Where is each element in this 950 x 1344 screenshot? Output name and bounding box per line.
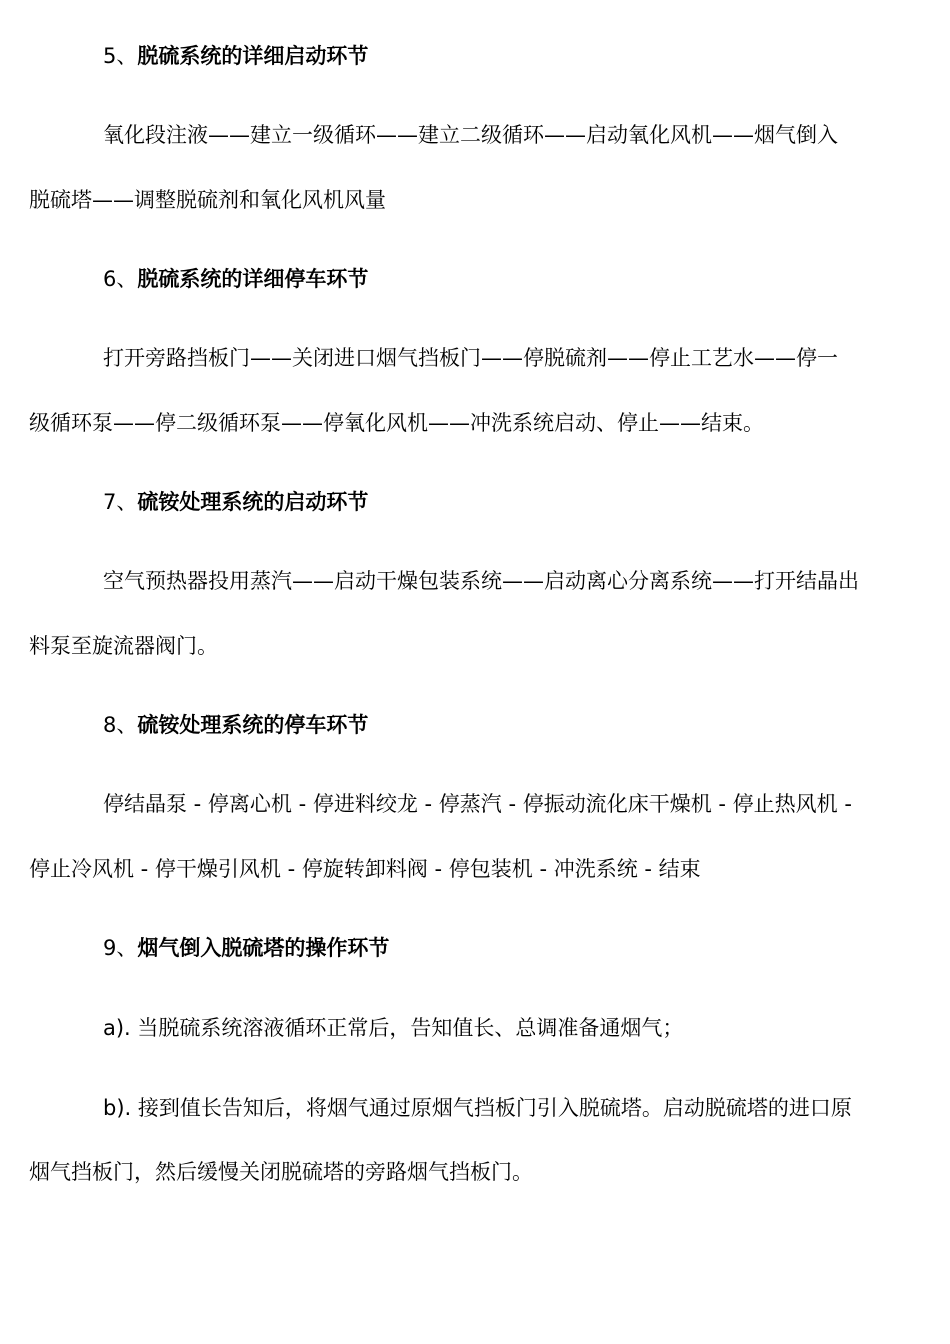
section-6-line-2: 级循环泵——停二级循环泵——停氧化风机——冲洗系统启动、停止——结束。 (29, 411, 764, 435)
section-title: 脱硫系统的详细启动环节 (137, 44, 369, 68)
section-9-item-b-line-2: 烟气挡板门，然后缓慢关闭脱硫塔的旁路烟气挡板门。 (29, 1160, 533, 1184)
section-title: 硫铵处理系统的启动环节 (137, 490, 369, 514)
section-5-line-1: 氧化段注液——建立一级循环——建立二级循环——启动氧化风机——烟气倒入 (103, 123, 838, 147)
section-number: 7、 (103, 490, 138, 514)
section-9-heading (103, 934, 389, 962)
section-8-line-2: 停止冷风机 - 停干燥引风机 - 停旋转卸料阀 - 停包装机 - 冲洗系统 - 结束 (29, 857, 701, 881)
section-5-heading (103, 42, 368, 70)
section-9-item-a: a). 当脱硫系统溶液循环正常后，告知值长、总调准备通烟气； (103, 1016, 684, 1040)
section-6-line-1: 打开旁路挡板门——关闭进口烟气挡板门——停脱硫剂——停止工艺水——停一 (103, 346, 838, 370)
section-title: 脱硫系统的详细停车环节 (137, 267, 369, 291)
section-5-line-2: 脱硫塔——调整脱硫剂和氧化风机风量 (29, 188, 386, 212)
section-number: 8、 (103, 713, 138, 737)
section-8-line-1: 停结晶泵 - 停离心机 - 停进料绞龙 - 停蒸汽 - 停振动流化床干燥机 - 停止热风机 - (103, 792, 852, 816)
section-7-heading (103, 488, 368, 516)
section-number: 5、 (103, 44, 138, 68)
section-number: 6、 (103, 267, 138, 291)
section-7-line-2: 料泵至旋流器阀门。 (29, 634, 218, 658)
section-title: 烟气倒入脱硫塔的操作环节 (137, 936, 390, 960)
section-title: 硫铵处理系统的停车环节 (137, 713, 369, 737)
section-6-heading (103, 265, 368, 293)
section-8-heading (103, 711, 368, 739)
section-7-line-1: 空气预热器投用蒸汽——启动干燥包装系统——启动离心分离系统——打开结晶出 (103, 569, 859, 593)
section-number: 9、 (103, 936, 138, 960)
section-9-item-b-line-1: b). 接到值长告知后，将烟气通过原烟气挡板门引入脱硫塔。启动脱硫塔的进口原 (103, 1096, 852, 1120)
